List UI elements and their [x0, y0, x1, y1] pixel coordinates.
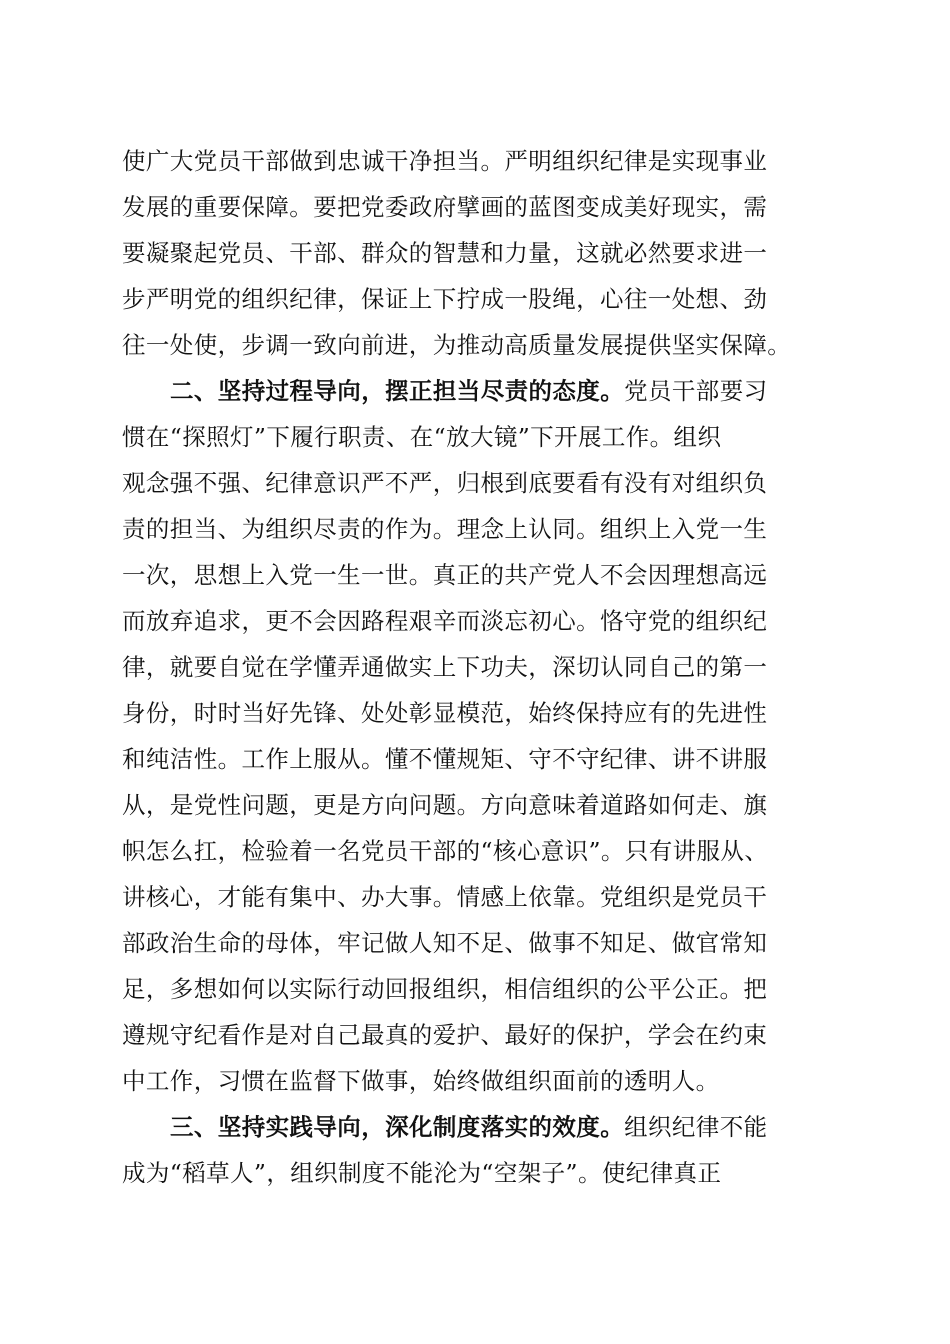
text-segment: 帜怎么扛，检验着一名党员干部的“核心意识”。只有讲服从、	[122, 837, 769, 865]
text-line	[122, 233, 767, 273]
text-line	[122, 1015, 767, 1055]
text-segment: 发展的重要保障。要把党委政府擘画的蓝图变成美好现实，需	[122, 193, 768, 221]
text-segment: 成为“稻草人”，组织制度不能沦为“空架子”。使纪律真正	[122, 1159, 722, 1187]
text-line	[122, 555, 767, 595]
text-segment: 观念强不强、纪律意识严不严，归根到底要看有没有对组织负	[122, 469, 768, 497]
text-segment: 和纯洁性。工作上服从。懂不懂规矩、守不守纪律、讲不讲服	[122, 745, 768, 773]
text-line	[122, 187, 767, 227]
text-segment: 惯在“探照灯”下履行职责、在“放大镜”下开展工作。组织	[122, 423, 722, 451]
text-line	[122, 923, 767, 963]
text-line	[122, 647, 767, 687]
text-segment: 身份，时时当好先锋、处处彰显模范，始终保持应有的先进性	[122, 699, 768, 727]
text-segment: 足，多想如何以实际行动回报组织，相信组织的公平公正。把	[122, 975, 768, 1003]
text-line	[122, 509, 767, 549]
text-line	[122, 1061, 720, 1101]
text-line	[122, 1153, 721, 1193]
text-line	[122, 969, 767, 1009]
text-segment: 步严明党的组织纪律，保证上下拧成一股绳，心往一处想、劲	[122, 285, 768, 313]
text-line	[122, 785, 767, 825]
text-segment: 党员干部要习	[624, 377, 768, 405]
text-line	[122, 877, 767, 917]
text-line	[122, 831, 768, 871]
text-line	[122, 141, 767, 181]
text-line	[122, 463, 767, 503]
text-segment: 遵规守纪看作是对自己最真的爱护、最好的保护，学会在约束	[122, 1021, 768, 1049]
text-line	[122, 693, 767, 733]
text-segment: 而放弃追求，更不会因路程艰辛而淡忘初心。恪守党的组织纪	[122, 607, 768, 635]
text-segment: 使广大党员干部做到忠诚干净担当。严明组织纪律是实现事业	[122, 147, 768, 175]
section-heading: 二、坚持过程导向，摆正担当尽责的态度。	[170, 377, 625, 405]
text-line	[122, 601, 767, 641]
text-segment: 责的担当、为组织尽责的作为。理念上认同。组织上入党一生	[122, 515, 768, 543]
text-line	[122, 325, 791, 365]
text-segment: 律，就要自觉在学懂弄通做实上下功夫，深切认同自己的第一	[122, 653, 768, 681]
text-line	[122, 279, 767, 319]
text-segment: 从，是党性问题，更是方向问题。方向意味着道路如何走、旗	[122, 791, 768, 819]
text-line	[122, 417, 721, 457]
text-segment: 要凝聚起党员、干部、群众的智慧和力量，这就必然要求进一	[122, 239, 768, 267]
section-heading: 三、坚持实践导向，深化制度落实的效度。	[170, 1113, 625, 1141]
text-line	[122, 739, 767, 779]
text-segment: 部政治生命的母体，牢记做人知不足、做事不知足、做官常知	[122, 929, 768, 957]
text-segment: 一次，思想上入党一生一世。真正的共产党人不会因理想高远	[122, 561, 768, 589]
text-line	[170, 371, 768, 411]
text-segment: 组织纪律不能	[624, 1113, 768, 1141]
text-segment: 往一处使，步调一致向前进，为推动高质量发展提供坚实保障。	[122, 331, 792, 359]
text-segment: 中工作，习惯在监督下做事，始终做组织面前的透明人。	[122, 1067, 720, 1095]
text-segment: 讲核心，才能有集中、办大事。情感上依靠。党组织是党员干	[122, 883, 768, 911]
text-line	[170, 1107, 768, 1147]
